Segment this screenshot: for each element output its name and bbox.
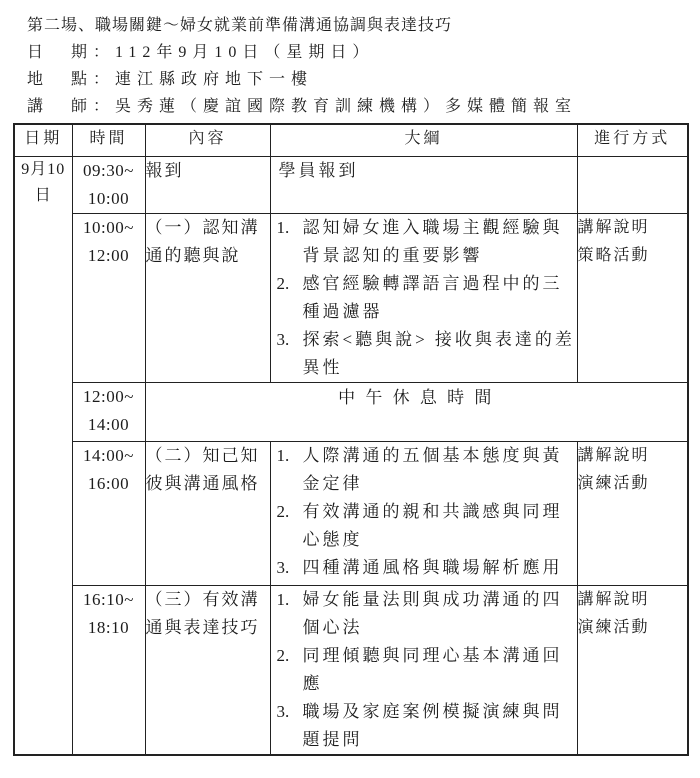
- outline-item: [271, 698, 577, 754]
- outline-item: [271, 270, 577, 326]
- document-header: [0, 0, 700, 120]
- outline-item-number: 1.: [276, 218, 290, 237]
- col-header-date: 日期: [14, 124, 72, 157]
- method-cell: [577, 214, 688, 383]
- time-start: 10:00~: [83, 218, 134, 237]
- content-cell: （三）有效溝通與表達技巧: [145, 586, 270, 756]
- time-end: 14:00: [87, 415, 130, 434]
- table-header-row: [14, 124, 688, 157]
- col-header-time: 時間: [72, 124, 145, 157]
- outline-item: [271, 642, 577, 698]
- outline-item-text: 有效溝通的親和共識感與同理心態度: [302, 502, 563, 549]
- col-header-method: 進行方式: [577, 124, 688, 157]
- outline-cell: [270, 442, 577, 586]
- content-cell: （一）認知溝通的聽與說: [145, 214, 270, 383]
- outline-item: [271, 326, 577, 382]
- time-start: 12:00~: [83, 387, 134, 406]
- outline-item-text: 人際溝通的五個基本態度與黃金定律: [302, 446, 563, 493]
- time-start: 14:00~: [83, 446, 134, 465]
- method-line: 演練活動: [577, 619, 650, 636]
- method-cell: [577, 442, 688, 586]
- location-line: 地 點：連江縣政府地下一樓: [27, 71, 314, 88]
- outline-cell: [270, 157, 577, 214]
- outline-item-number: 3.: [276, 558, 290, 577]
- outline-item-text: 感官經驗轉譯語言過程中的三種過濾器: [302, 274, 563, 321]
- page-title: 第二場、職場關鍵～婦女就業前準備溝通協調與表達技巧: [27, 17, 453, 34]
- outline-item-text: 職場及家庭案例模擬演練與問題提問: [302, 702, 563, 749]
- time-end: 16:00: [87, 474, 130, 493]
- time-cell: [72, 383, 145, 442]
- outline-item-number: 3.: [276, 702, 290, 721]
- outline-item-number: 2.: [276, 274, 290, 293]
- table-row-session2: [14, 442, 688, 586]
- method-cell: [577, 157, 688, 214]
- lunch-break-cell: 中 午 休 息 時 間: [145, 383, 688, 442]
- time-end: 12:00: [87, 246, 130, 265]
- outline-item: [271, 554, 577, 582]
- time-end: 10:00: [87, 189, 130, 208]
- table-row-registration: [14, 157, 688, 214]
- time-cell: [72, 586, 145, 756]
- outline-item-text: 四種溝通風格與職場解析應用: [302, 558, 563, 577]
- outline-item: [271, 442, 577, 498]
- outline-item-number: 1.: [276, 446, 290, 465]
- time-start: 09:30~: [83, 161, 134, 180]
- outline-cell: [270, 214, 577, 383]
- time-cell: [72, 157, 145, 214]
- method-line: 策略活動: [577, 247, 650, 264]
- outline-item-text: 同理傾聽與同理心基本溝通回應: [302, 646, 563, 693]
- date-cell: 9月10日: [14, 157, 72, 756]
- method-line: 講解說明: [577, 591, 650, 608]
- outline-item: [271, 498, 577, 554]
- time-start: 16:10~: [83, 590, 134, 609]
- outline-item-number: 1.: [276, 590, 290, 609]
- instructor-line: 講 師：吳秀蓮（慶誼國際教育訓練機構）多媒體簡報室: [27, 98, 578, 115]
- method-line: 演練活動: [577, 475, 650, 492]
- table-row-session3: [14, 586, 688, 756]
- col-header-outline: 大綱: [270, 124, 577, 157]
- outline-item: [271, 586, 577, 642]
- outline-item-text: 探索<聽與說> 接收與表達的差異性: [302, 330, 575, 377]
- method-cell: [577, 586, 688, 756]
- content-cell: （二）知己知彼與溝通風格: [145, 442, 270, 586]
- outline-cell: [270, 586, 577, 756]
- outline-item: [271, 214, 577, 270]
- outline-item-number: 2.: [276, 502, 290, 521]
- outline-item-number: 3.: [276, 330, 290, 349]
- time-end: 18:10: [87, 618, 130, 637]
- method-line: 講解說明: [577, 219, 650, 236]
- outline-item-text: 婦女能量法則與成功溝通的四個心法: [302, 590, 563, 637]
- outline-item-text: 認知婦女進入職場主觀經驗與背景認知的重要影響: [302, 218, 563, 265]
- outline-text: 學員報到: [278, 161, 359, 180]
- content-cell: 報到: [145, 157, 270, 214]
- method-line: 講解說明: [577, 447, 650, 464]
- table-row-lunch-break: [14, 383, 688, 442]
- time-cell: [72, 442, 145, 586]
- col-header-content: 內容: [145, 124, 270, 157]
- time-cell: [72, 214, 145, 383]
- schedule-table: [13, 123, 689, 756]
- outline-item-number: 2.: [276, 646, 290, 665]
- table-row-session1: [14, 214, 688, 383]
- date-line: 日 期：112年9月10日（星期日）: [27, 44, 375, 61]
